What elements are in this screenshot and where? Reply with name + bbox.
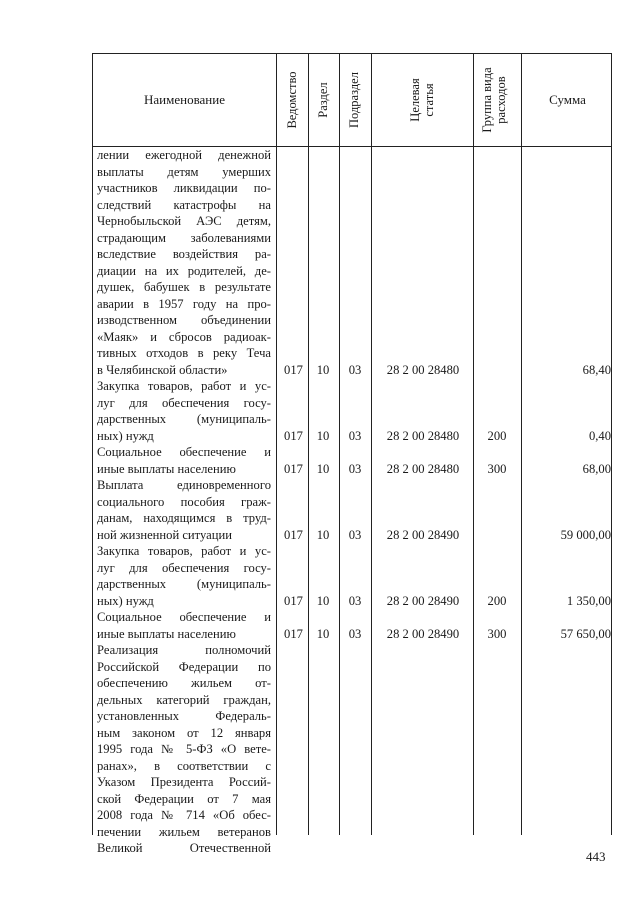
cell-summa: 57 650,00: [560, 626, 611, 641]
cell-gruppa-vida: 300: [487, 626, 507, 641]
description-line: Указом Президента Россий-: [97, 775, 271, 789]
cell-razdel: 10: [316, 527, 330, 542]
cell-summa: 59 000,00: [560, 527, 611, 542]
cell-vedomstvo: 017: [284, 626, 303, 641]
budget-table: [92, 53, 612, 855]
row-description: [97, 444, 271, 477]
description-line: Великой Отечественной: [97, 841, 271, 855]
column-divider: [339, 54, 340, 835]
description-line: ской Федерации от 7 мая: [97, 791, 271, 806]
cell-celevaya-statya: 28 2 00 28480: [386, 428, 460, 443]
header-vedomstvo: Ведомство: [285, 71, 299, 129]
cell-gruppa-vida: 300: [487, 461, 507, 476]
row-description: [97, 477, 271, 543]
header-summa: Сумма: [549, 92, 586, 107]
column-divider: [473, 54, 474, 835]
header-gruppa-vida: [480, 60, 508, 140]
description-line: Закупка товаров, работ и ус-: [97, 544, 271, 558]
cell-razdel: 10: [316, 626, 330, 641]
cell-summa: 0,40: [588, 428, 611, 443]
cell-gruppa-vida: 200: [487, 593, 507, 608]
description-line: печении жильем ветеранов: [97, 824, 271, 839]
description-line: «Маяк» и сбросов радиоак-: [97, 329, 271, 344]
description-line: изводственном объединении: [97, 313, 271, 327]
cell-podrazdel: 03: [348, 527, 362, 542]
description-line: обеспечению жильем от-: [97, 676, 271, 690]
cell-podrazdel: 03: [348, 428, 362, 443]
description-line: дельных категорий граждан,: [97, 692, 271, 707]
cell-podrazdel: 03: [348, 626, 362, 641]
row-description: [97, 378, 271, 444]
cell-razdel: 10: [316, 362, 330, 377]
description-line: в Челябинской области»: [97, 362, 228, 377]
header-celevaya-statya: [408, 60, 436, 140]
cell-vedomstvo: 017: [284, 461, 303, 476]
description-line: Социальное обеспечение и: [97, 610, 271, 624]
description-line: иные выплаты населению: [97, 626, 236, 641]
description-line: дарственных (муниципаль-: [97, 577, 271, 591]
header-razdel: Раздел: [316, 82, 330, 118]
description-line: участников ликвидации по-: [97, 181, 271, 195]
row-description: [97, 642, 271, 857]
row-description: [97, 609, 271, 642]
description-line: дарственных (муниципаль-: [97, 412, 271, 426]
cell-celevaya-statya: 28 2 00 28490: [386, 593, 460, 608]
description-line: 2008 года № 714 «Об обес-: [97, 808, 271, 822]
column-divider: [371, 54, 372, 835]
cell-razdel: 10: [316, 428, 330, 443]
description-line: Реализация полномочий: [97, 643, 271, 657]
row-description: [97, 147, 271, 378]
cell-celevaya-statya: 28 2 00 28480: [386, 461, 460, 476]
cell-razdel: 10: [316, 593, 330, 608]
description-line: ных) нужд: [97, 593, 154, 608]
description-line: диации на их родителей, де-: [97, 263, 271, 278]
description-line: выплаты детям умерших: [97, 164, 271, 179]
page-number: 443: [586, 849, 606, 864]
cell-summa: 1 350,00: [566, 593, 611, 608]
description-line: Закупка товаров, работ и ус-: [97, 379, 271, 393]
description-line: ных) нужд: [97, 428, 154, 443]
description-line: вследствие воздействия ра-: [97, 247, 271, 261]
cell-celevaya-statya: 28 2 00 28480: [386, 362, 460, 377]
cell-summa: 68,00: [582, 461, 611, 476]
header-podrazdel: Подраздел: [347, 72, 361, 128]
description-line: лении ежегодной денежной: [97, 148, 271, 162]
description-line: луг для обеспечения госу-: [97, 395, 271, 410]
description-line: Чернобыльской АЭС детям,: [97, 214, 271, 228]
cell-vedomstvo: 017: [284, 527, 303, 542]
description-line: Российской Федерации по: [97, 659, 271, 674]
description-line: следствий катастрофы на: [97, 197, 271, 212]
description-line: ной жизненной ситуации: [97, 527, 232, 542]
column-divider: [276, 54, 277, 835]
cell-celevaya-statya: 28 2 00 28490: [386, 527, 460, 542]
column-divider: [521, 54, 522, 835]
description-line: 1995 года № 5-ФЗ «О вете-: [97, 742, 271, 756]
row-description: [97, 543, 271, 609]
cell-podrazdel: 03: [348, 593, 362, 608]
header-gruppa-line1: Группа вида: [480, 67, 494, 133]
cell-celevaya-statya: 28 2 00 28490: [386, 626, 460, 641]
description-line: тивных отходов в реку Теча: [97, 346, 271, 360]
description-line: Социальное обеспечение и: [97, 445, 271, 459]
column-divider: [308, 54, 309, 835]
description-line: ранах», в соответствии с: [97, 758, 271, 773]
header-name: Наименование: [144, 92, 225, 107]
description-line: луг для обеспечения госу-: [97, 560, 271, 575]
cell-summa: 68,40: [582, 362, 611, 377]
description-line: ным законом от 12 января: [97, 725, 271, 740]
header-celevaya-line2: статья: [422, 83, 436, 117]
description-line: страдающим заболеваниями: [97, 230, 271, 245]
header-gruppa-line2: расходов: [494, 76, 508, 124]
description-line: Выплата единовременного: [97, 478, 271, 492]
cell-gruppa-vida: 200: [487, 428, 507, 443]
cell-podrazdel: 03: [348, 362, 362, 377]
cell-vedomstvo: 017: [284, 362, 303, 377]
description-line: аварии в 1957 году на про-: [97, 296, 271, 311]
header-celevaya-line1: Целевая: [408, 78, 422, 122]
cell-vedomstvo: 017: [284, 428, 303, 443]
description-line: иные выплаты населению: [97, 461, 236, 476]
description-line: социального пособия граж-: [97, 494, 271, 509]
description-line: установленных Федераль-: [97, 709, 271, 723]
description-line: данам, находящимся в труд-: [97, 511, 271, 525]
cell-razdel: 10: [316, 461, 330, 476]
cell-vedomstvo: 017: [284, 593, 303, 608]
cell-podrazdel: 03: [348, 461, 362, 476]
description-line: душек, бабушек в результате: [97, 280, 271, 294]
